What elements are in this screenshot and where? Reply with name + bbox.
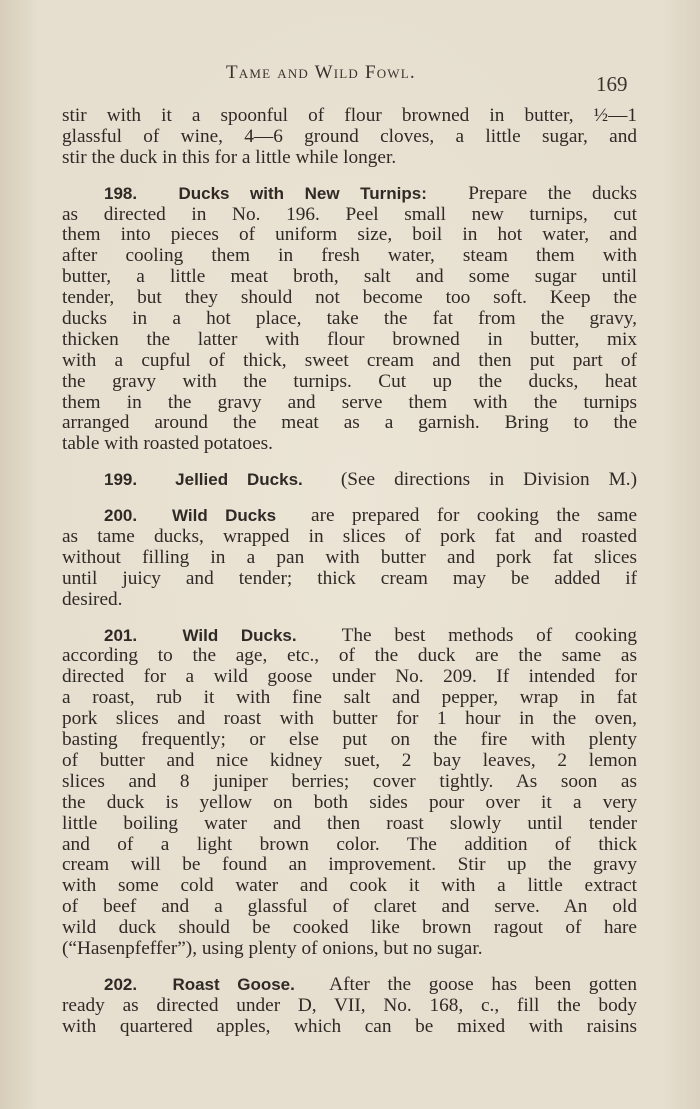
- text-line: according to the age, etc., of the duck are the same as: [62, 646, 637, 667]
- text-line: with quartered apples, which can be mixed with raisins: [62, 1016, 637, 1037]
- text-line: the gravy with the turnips. Cut up the ducks, heat: [62, 371, 637, 392]
- text-line: tender, but they should not become too soft. Keep the: [62, 288, 637, 309]
- recipe-number: 200.: [104, 506, 138, 526]
- text-line: ducks in a hot place, take the fat from the gravy,: [62, 309, 637, 330]
- running-title: Tame and Wild Fowl.: [226, 62, 416, 83]
- recipe-heading-line: [62, 470, 637, 491]
- recipe-title: Wild Ducks.: [182, 625, 297, 645]
- text-line: wild duck should be cooked like brown ragout of hare: [62, 918, 637, 939]
- text-line: desired.: [62, 589, 123, 610]
- text-line: butter, a little meat broth, salt and some sugar until: [62, 267, 637, 288]
- text-line: until juicy and tender; thick cream may be added if: [62, 568, 637, 589]
- text-line: glassful of wine, 4—6 ground cloves, a little sugar, and: [62, 126, 637, 147]
- text-fragment: The best methods of cooking: [341, 625, 637, 646]
- text-line: as directed in No. 196. Peel small new turnips, cut: [62, 204, 637, 225]
- text-line: of butter and nice kidney suet, 2 bay leaves, 2 lemon: [62, 750, 637, 771]
- text-line: ready as directed under D, VII, No. 168, c., fill the body: [62, 995, 637, 1016]
- recipe-heading-line: [62, 975, 637, 996]
- text-line: and of a light brown color. The addition of thick: [62, 834, 637, 855]
- text-line: pork slices and roast with butter for 1 hour in the oven,: [62, 709, 637, 730]
- recipe-heading-line: [62, 506, 637, 527]
- text-line: thicken the latter with flour browned in butter, mix: [62, 329, 637, 350]
- text-line: the duck is yellow on both sides pour over it a very: [62, 792, 637, 813]
- text-line: table with roasted potatoes.: [62, 434, 273, 455]
- recipe-title: Roast Goose.: [172, 974, 295, 994]
- body-text: [62, 106, 637, 1038]
- text-line: as tame ducks, wrapped in slices of pork fat and roasted: [62, 527, 637, 548]
- recipe-number: 198.: [104, 183, 138, 203]
- recipe-199: [62, 470, 637, 491]
- recipe-198: [62, 184, 637, 456]
- text-line: them in the gravy and serve them with the turnips: [62, 392, 637, 413]
- text-line: with some cold water and cook it with a little extract: [62, 876, 637, 897]
- text-fragment: (See directions in Division M.): [340, 470, 637, 491]
- text-fragment: Prepare the ducks: [468, 183, 637, 204]
- text-fragment: are prepared for cooking the same: [311, 506, 637, 527]
- text-line: after cooling them in fresh water, steam them with: [62, 246, 637, 267]
- text-line: directed for a wild goose under No. 209. If intended for: [62, 667, 637, 688]
- text-line: of beef and a glassful of claret and serve. An old: [62, 897, 637, 918]
- recipe-200: [62, 506, 637, 610]
- recipe-heading-line: [62, 184, 637, 205]
- text-line: basting frequently; or else put on the fire with plenty: [62, 730, 637, 751]
- text-fragment: After the goose has been gotten: [329, 974, 637, 995]
- text-line: a roast, rub it with fine salt and pepper, wrap in fat: [62, 688, 637, 709]
- text-line: them into pieces of uniform size, boil in hot water, and: [62, 225, 637, 246]
- text-line: slices and 8 juniper berries; cover tightly. As soon as: [62, 771, 637, 792]
- recipe-title: Ducks with New Turnips:: [178, 183, 427, 203]
- text-line: cream will be found an improvement. Stir up the gravy: [62, 855, 637, 876]
- recipe-title: Wild Ducks: [172, 506, 277, 526]
- recipe-number: 199.: [104, 470, 138, 490]
- recipe-202: [62, 975, 637, 1038]
- recipe-number: 201.: [104, 625, 138, 645]
- text-line: arranged around the meat as a garnish. Bring to the: [62, 413, 637, 434]
- recipe-number: 202.: [104, 974, 138, 994]
- recipe-201: [62, 626, 637, 960]
- recipe-title: Jellied Ducks.: [175, 470, 303, 490]
- text-line: stir with it a spoonful of flour browned in butter, ½—1: [62, 106, 637, 126]
- text-line: little boiling water and then roast slowly until tender: [62, 813, 637, 834]
- text-line: stir the duck in this for a little while longer.: [62, 147, 397, 168]
- text-line: with a cupful of thick, sweet cream and then put part of: [62, 350, 637, 371]
- page-number: 169: [596, 72, 628, 96]
- recipe-heading-line: [62, 626, 637, 647]
- continuation-paragraph: [62, 106, 637, 169]
- text-line: without filling in a pan with butter and pork fat slices: [62, 547, 637, 568]
- text-line: (“Hasenpfeffer”), using plenty of onions, but no sugar.: [62, 938, 483, 959]
